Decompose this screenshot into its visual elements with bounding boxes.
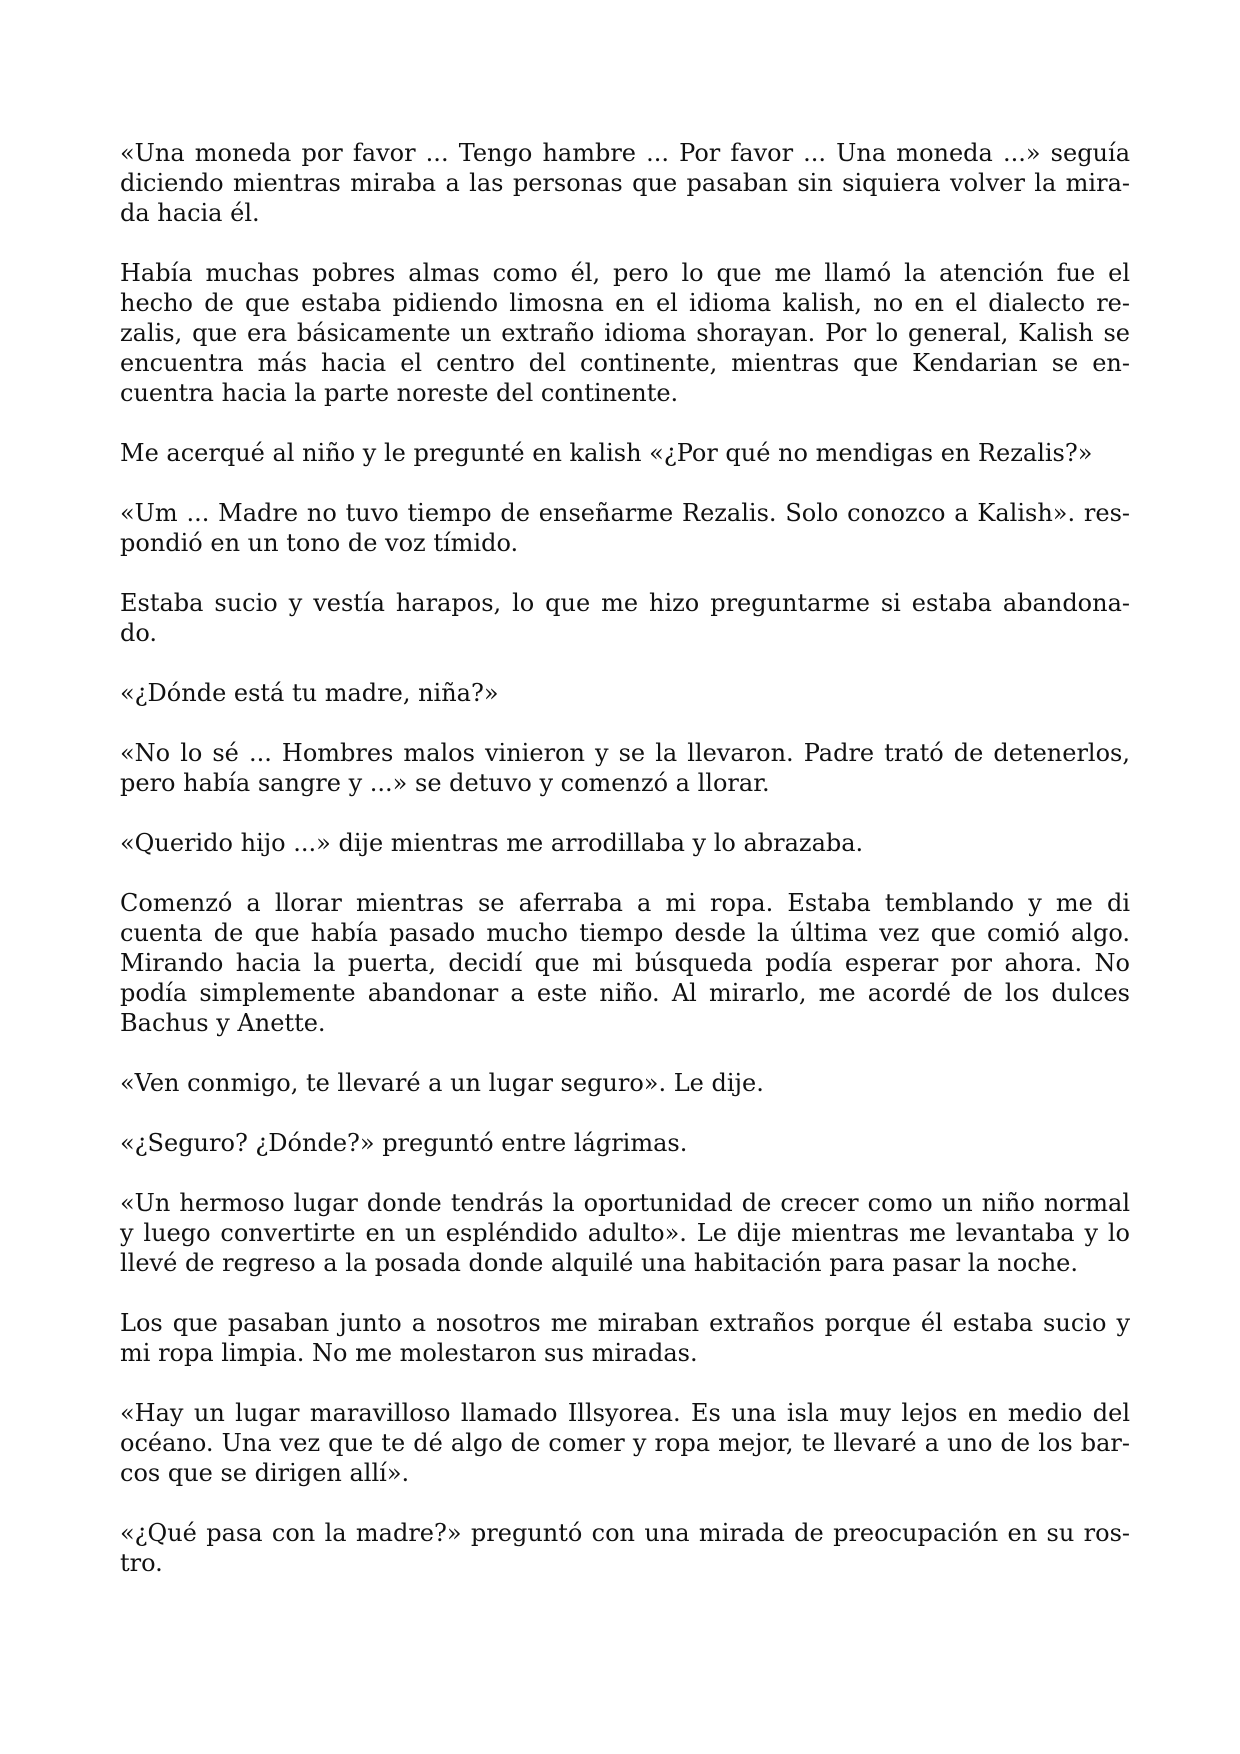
text-line: «No lo sé ... Hombres malos vinieron y se la llevaron. Padre trató de detenerlos, bbox=[120, 739, 1130, 767]
text-line: cuentra hacia la parte noreste del continente. bbox=[120, 379, 679, 407]
text-line: hecho de que estaba pidiendo limosna en el idioma kalish, no en el dialecto re- bbox=[120, 289, 1130, 317]
paragraph-5 bbox=[120, 588, 1130, 648]
paragraph-14 bbox=[120, 1398, 1130, 1488]
text-line: Había muchas pobres almas como él, pero lo que me llamó la atención fue el bbox=[120, 259, 1130, 287]
paragraph-12 bbox=[120, 1188, 1130, 1278]
text-line: cuenta de que había pasado mucho tiempo desde la última vez que comió algo. bbox=[120, 919, 1130, 947]
text-line: zalis, que era básicamente un extraño idioma shorayan. Por lo general, Kalish se bbox=[120, 319, 1130, 347]
text-line: «Querido hijo ...» dije mientras me arrodillaba y lo abrazaba. bbox=[120, 829, 864, 857]
text-line: podía simplemente abandonar a este niño. Al mirarlo, me acordé de los dulces bbox=[120, 979, 1130, 1007]
text-line: y luego convertirte en un espléndido adulto». Le dije mientras me levantaba y lo bbox=[120, 1219, 1130, 1247]
text-line: encuentra más hacia el centro del continente, mientras que Kendarian se en- bbox=[120, 349, 1130, 377]
paragraph-3 bbox=[120, 438, 1130, 468]
paragraph-7 bbox=[120, 738, 1130, 798]
paragraph-1 bbox=[120, 138, 1130, 228]
text-line: océano. Una vez que te dé algo de comer y ropa mejor, te llevaré a uno de los bar- bbox=[120, 1429, 1130, 1457]
body-text bbox=[120, 138, 1130, 1608]
text-line: «Un hermoso lugar donde tendrás la oportunidad de crecer como un niño normal bbox=[120, 1189, 1130, 1217]
paragraph-4 bbox=[120, 498, 1130, 558]
text-line: tro. bbox=[120, 1549, 163, 1577]
text-line: «Um ... Madre no tuvo tiempo de enseñarme Rezalis. Solo conozco a Kalish». res- bbox=[120, 499, 1130, 527]
paragraph-11 bbox=[120, 1128, 1130, 1158]
text-line: Bachus y Anette. bbox=[120, 1009, 326, 1037]
paragraph-6 bbox=[120, 678, 1130, 708]
text-line: cos que se dirigen allí». bbox=[120, 1459, 410, 1487]
paragraph-15 bbox=[120, 1518, 1130, 1578]
text-line: diciendo mientras miraba a las personas que pasaban sin siquiera volver la mira- bbox=[120, 169, 1130, 197]
text-line: mi ropa limpia. No me molestaron sus miradas. bbox=[120, 1339, 698, 1367]
paragraph-8 bbox=[120, 828, 1130, 858]
text-line: do. bbox=[120, 619, 158, 647]
text-line: Mirando hacia la puerta, decidí que mi búsqueda podía esperar por ahora. No bbox=[120, 949, 1130, 977]
text-line: «¿Seguro? ¿Dónde?» preguntó entre lágrimas. bbox=[120, 1129, 688, 1157]
text-line: «¿Qué pasa con la madre?» preguntó con una mirada de preocupación en su ros- bbox=[120, 1519, 1130, 1547]
paragraph-9 bbox=[120, 888, 1130, 1038]
text-line: pondió en un tono de voz tímido. bbox=[120, 529, 519, 557]
paragraph-13 bbox=[120, 1308, 1130, 1368]
text-line: da hacia él. bbox=[120, 199, 260, 227]
text-line: «¿Dónde está tu madre, niña?» bbox=[120, 679, 499, 707]
text-line: llevé de regreso a la posada donde alquilé una habitación para pasar la noche. bbox=[120, 1249, 1078, 1277]
paragraph-2 bbox=[120, 258, 1130, 408]
paragraph-10 bbox=[120, 1068, 1130, 1098]
text-line: «Hay un lugar maravilloso llamado Illsyorea. Es una isla muy lejos en medio del bbox=[120, 1399, 1130, 1427]
text-line: Los que pasaban junto a nosotros me miraban extraños porque él estaba sucio y bbox=[120, 1309, 1130, 1337]
text-line: pero había sangre y ...» se detuvo y comenzó a llorar. bbox=[120, 769, 770, 797]
text-line: Estaba sucio y vestía harapos, lo que me hizo preguntarme si estaba abandona- bbox=[120, 589, 1130, 617]
text-line: «Una moneda por favor ... Tengo hambre ... Por favor ... Una moneda ...» seguía bbox=[120, 139, 1130, 167]
text-line: Me acerqué al niño y le pregunté en kalish «¿Por qué no mendigas en Rezalis?» bbox=[120, 439, 1093, 467]
text-line: Comenzó a llorar mientras se aferraba a mi ropa. Estaba temblando y me di bbox=[120, 889, 1130, 917]
text-line: «Ven conmigo, te llevaré a un lugar seguro». Le dije. bbox=[120, 1069, 764, 1097]
